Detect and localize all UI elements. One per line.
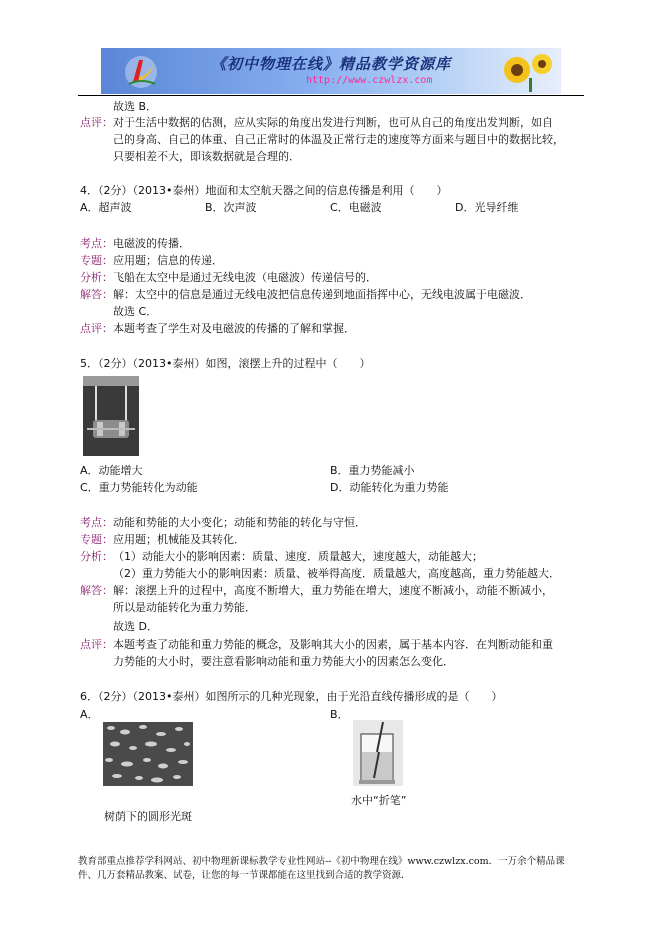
header-banner <box>101 48 561 94</box>
q5-fenxi-line-1: （1）动能大小的影响因素：质量、速度．质量越大，速度越大，动能越大； <box>113 550 483 563</box>
maxwell-pendulum-figure <box>83 376 139 456</box>
q5-jieda-label: 解答： <box>80 584 113 597</box>
q4-dianping-label: 点评： <box>80 322 113 335</box>
q6-caption-a: 树荫下的圆形光斑 <box>104 810 192 823</box>
q5-zhuanti: 应用题；机械能及其转化． <box>113 533 245 546</box>
q4-choice: 故选 C． <box>113 305 158 318</box>
prev-comment-line-1: 对于生活中数据的估测，应从实际的角度出发进行判断，也可从自己的角度出发判断，如自 <box>113 116 553 129</box>
q5-jieda-line-2: 所以是动能转化为重力势能． <box>113 601 256 614</box>
q4-zhuanti: 应用题；信息的传递． <box>113 254 223 267</box>
q5-stem: 5．（2分）（2013•泰州）如图，滚摆上升的过程中（ ） <box>80 357 371 370</box>
q4-dianping: 本题考查了学生对及电磁波的传播的了解和掌握． <box>113 322 355 335</box>
q5-option-b: B．重力势能减小 <box>330 464 415 477</box>
q4-option-d: D．光导纤维 <box>455 201 519 214</box>
q5-fenxi-label: 分析： <box>80 550 113 563</box>
q6-caption-b: 水中“折笔” <box>351 794 407 807</box>
q4-kaodian: 电磁波的传播． <box>113 237 190 250</box>
q4-zhuanti-label: 专题： <box>80 254 113 267</box>
site-logo-icon <box>123 54 159 90</box>
q4-option-b: B．次声波 <box>205 201 257 214</box>
q5-dianping-line-1: 本题考查了动能和重力势能的概念，及影响其大小的因素，属于基本内容．在判断动能和重 <box>113 638 553 651</box>
q4-jieda-label: 解答： <box>80 288 113 301</box>
q5-kaodian: 动能和势能的大小变化；动能和势能的转化与守恒． <box>113 516 366 529</box>
q5-dianping-line-2: 力势能的大小时，要注意看影响动能和重力势能大小的因素怎么变化． <box>113 655 454 668</box>
q5-option-a: A．动能增大 <box>80 464 143 477</box>
q5-dianping-label: 点评： <box>80 638 113 651</box>
prev-comment-label: 点评： <box>80 116 113 129</box>
prev-comment-line-3: 只要相差不大，即该数据就是合理的． <box>113 150 300 163</box>
footer-line-1: 教育部重点推荐学科网站、初中物理新课标教学专业性网站--《初中物理在线》www.czwlzx.com．一万余个精品课 <box>78 856 565 867</box>
q5-option-c: C．重力势能转化为动能 <box>80 481 198 494</box>
header-divider <box>78 95 584 96</box>
q4-option-a: A．超声波 <box>80 201 132 214</box>
q4-option-c: C．电磁波 <box>330 201 382 214</box>
q4-stem: 4．（2分）（2013•泰州）地面和太空航天器之间的信息传播是利用（ ） <box>80 184 448 197</box>
q5-zhuanti-label: 专题： <box>80 533 113 546</box>
q6-option-a: A． <box>80 708 99 721</box>
q4-fenxi-label: 分析： <box>80 271 113 284</box>
banner-url: http://www.czwlzx.com <box>306 75 433 86</box>
q5-fenxi-line-2: （2）重力势能大小的影响因素：质量、被举得高度．质量越大，高度越高，重力势能越大． <box>113 567 560 580</box>
q6-stem: 6．（2分）（2013•泰州）如图所示的几种光现象，由于光沿直线传播形成的是（ ） <box>80 690 503 703</box>
q4-kaodian-label: 考点： <box>80 237 113 250</box>
footer-line-2: 件、几万套精品教案、试卷，让您的每一节课都能在这里找到合适的教学资源． <box>78 870 411 881</box>
q5-jieda-line-1: 解：滚摆上升的过程中，高度不断增大，重力势能在增大，速度不断减小，动能不断减小， <box>113 584 553 597</box>
q6-option-b: B． <box>330 708 349 721</box>
q5-kaodian-label: 考点： <box>80 516 113 529</box>
tree-shade-light-spots-figure <box>103 722 193 786</box>
banner-title: 《初中物理在线》精品教学资源库 <box>211 55 452 73</box>
sunflower-icon <box>499 50 555 92</box>
prev-comment-line-2: 己的身高、自己的体重、自己正常时的体温及正常行走的速度等方面来与题目中的数据比较， <box>113 133 564 146</box>
page-footer <box>78 855 588 883</box>
bent-pencil-in-water-figure <box>353 720 403 786</box>
q5-option-d: D．动能转化为重力势能 <box>330 481 449 494</box>
prev-choice: 故选 B． <box>113 100 158 113</box>
q4-fenxi: 飞船在太空中是通过无线电波（电磁波）传递信号的． <box>113 271 377 284</box>
q5-choice: 故选 D． <box>113 620 158 633</box>
q4-jieda: 解：太空中的信息是通过无线电波把信息传递到地面指挥中心，无线电波属于电磁波． <box>113 288 531 301</box>
